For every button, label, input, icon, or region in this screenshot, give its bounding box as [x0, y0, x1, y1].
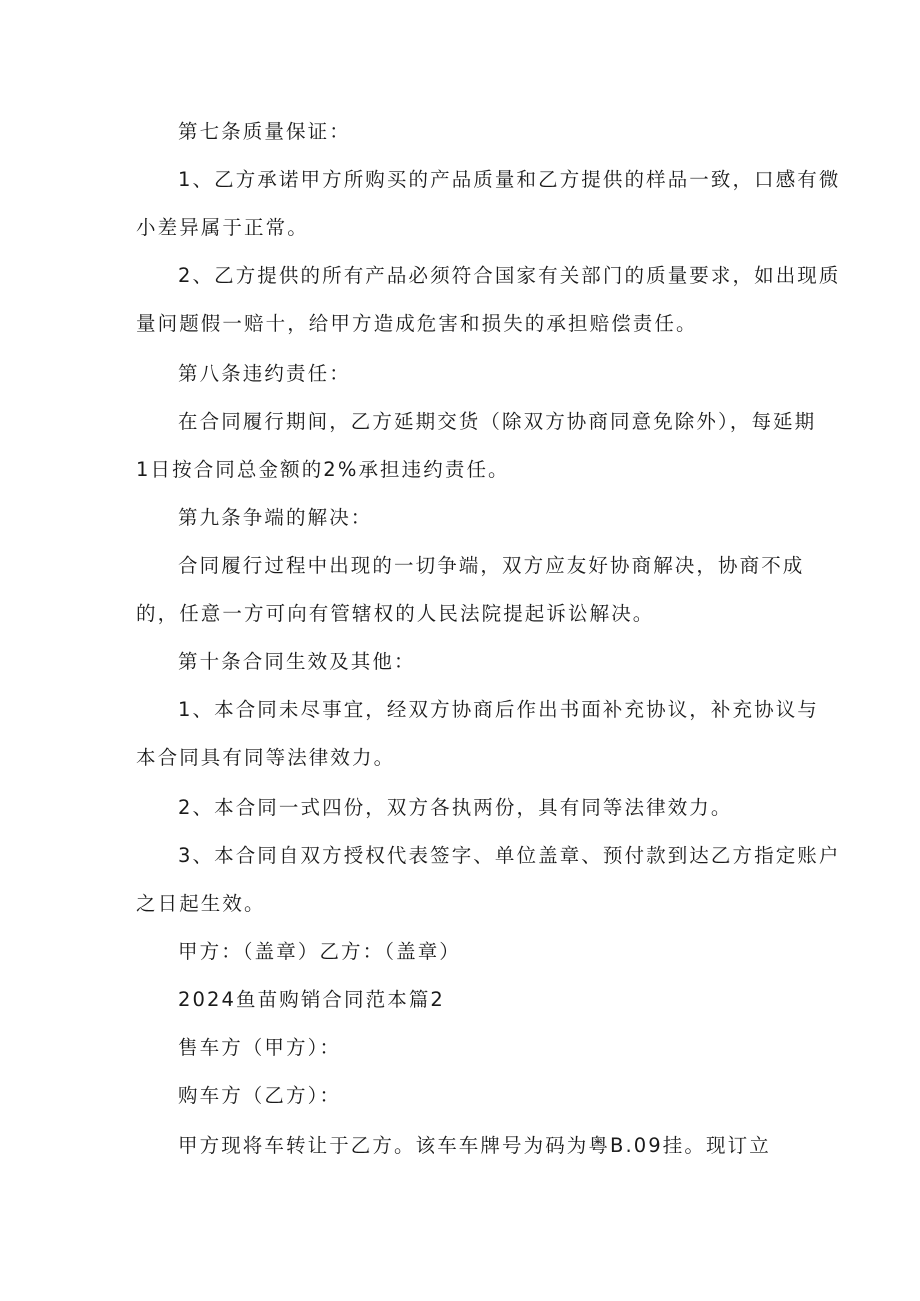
paragraph-line: 甲方现将车转让于乙方。该车车牌号为码为粤B.09挂。现订立: [178, 1134, 771, 1157]
paragraph-line: 合同履行过程中出现的一切争端，双方应友好协商解决，协商不成: [178, 554, 805, 577]
paragraph-line: 小差异属于正常。: [136, 216, 309, 239]
paragraph-line: 的，任意一方可向有管辖权的人民法院提起诉讼解决。: [136, 602, 655, 625]
paragraph-line: 2、本合同一式四份，双方各执两份，具有同等法律效力。: [178, 796, 733, 819]
section-heading-7: 第七条质量保证：: [178, 120, 351, 143]
paragraph-line: 在合同履行期间，乙方延期交货（除双方协商同意免除外），每延期: [178, 410, 817, 433]
seller-line: 售车方（甲方）：: [178, 1036, 342, 1059]
paragraph-line: 本合同具有同等法律效力。: [136, 746, 396, 769]
section-heading-10: 第十条合同生效及其他：: [178, 650, 416, 673]
signature-line: 甲方：（盖章）乙方：（盖章）: [178, 940, 461, 963]
paragraph-line: 量问题假一赔十，给甲方造成危害和损失的承担赔偿责任。: [136, 312, 698, 335]
paragraph-line: 1日按合同总金额的2%承担违约责任。: [136, 458, 510, 481]
buyer-line: 购车方（乙方）：: [178, 1084, 342, 1107]
paragraph-line: 1、本合同未尽事宜，经双方协商后作出书面补充协议，补充协议与: [178, 698, 819, 721]
section-heading-8: 第八条违约责任：: [178, 362, 351, 385]
paragraph-line: 之日起生效。: [136, 892, 266, 915]
paragraph-line: 1、乙方承诺甲方所购买的产品质量和乙方提供的样品一致，口感有微: [178, 168, 841, 191]
article-title: 2024鱼苗购销合同范本篇2: [178, 988, 445, 1011]
paragraph-line: 3、本合同自双方授权代表签字、单位盖章、预付款到达乙方指定账户: [178, 844, 841, 867]
paragraph-line: 2、乙方提供的所有产品必须符合国家有关部门的质量要求，如出现质: [178, 264, 841, 287]
section-heading-9: 第九条争端的解决：: [178, 506, 373, 529]
